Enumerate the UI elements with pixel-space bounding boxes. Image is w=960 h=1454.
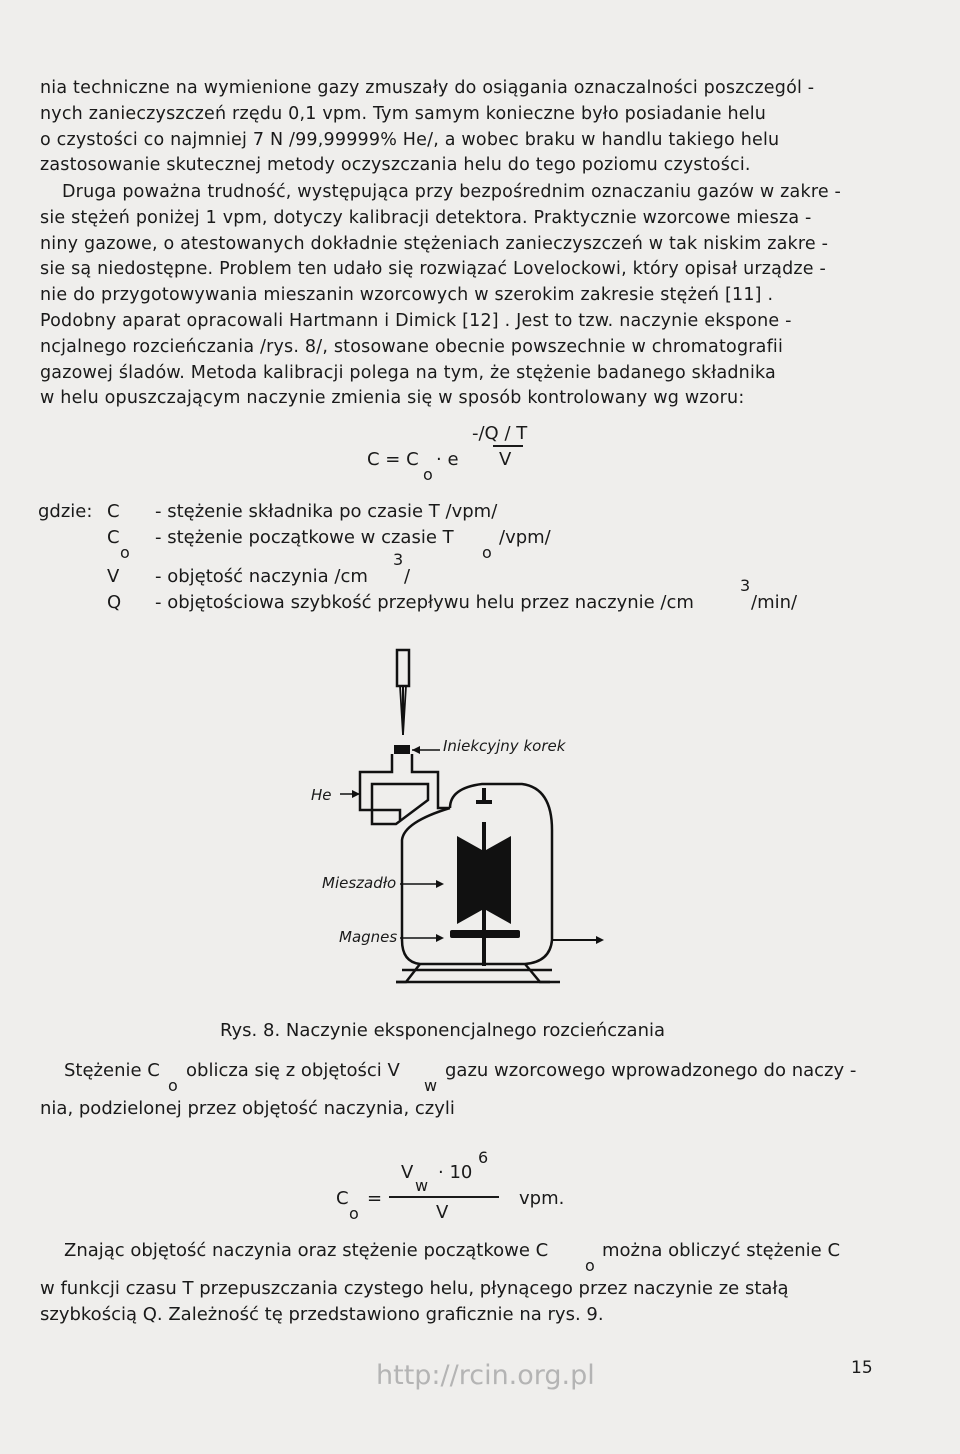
label-injector: Iniekcyjny korek [443, 737, 566, 755]
legend-symbol: C [107, 501, 120, 522]
fraction-bar [389, 1196, 499, 1198]
magnet-icon [450, 930, 520, 938]
page-number: 15 [851, 1358, 873, 1378]
figure-caption: Rys. 8. Naczynie eksponencjalnego rozcieńczania [220, 1020, 666, 1041]
formula-denominator: V [436, 1202, 449, 1223]
legend-text: - stężenie początkowe w czasie T [155, 527, 454, 548]
formula-lhs: C [336, 1188, 349, 1209]
text-line: Podobny aparat opracowali Hartmann i Dimick [12] . Jest to tzw. naczynie ekspone - [40, 310, 792, 331]
legend-text-subscript: o [482, 543, 492, 562]
text-line: ncjalnego rozcieńczania /rys. 8/, stosowane obecnie powszechnie w chromatografii [40, 336, 784, 357]
legend-text-superscript: 3 [393, 550, 404, 569]
text-line: sie stężeń poniżej 1 vpm, dotyczy kalibracji detektora. Praktycznie wzorcowe miesza - [40, 207, 812, 228]
text-line: nia, podzielonej przez objętość naczynia, czyli [40, 1098, 455, 1119]
formula-equals: = [367, 1188, 383, 1209]
text-fragment: Stężenie C [64, 1060, 160, 1081]
text-line: Druga poważna trudność, występująca przy bezpośrednim oznaczaniu gazów w zakre - [62, 182, 842, 202]
text-line: w helu opuszczającym naczynie zmienia się w sposób kontrolowany wg wzoru: [40, 388, 745, 409]
legend-symbol-subscript: o [120, 543, 130, 562]
footer-url: http://rcin.org.pl [376, 1360, 595, 1391]
legend-symbol: C [107, 527, 120, 548]
label-magnet: Magnes [339, 928, 398, 946]
legend-text-after: / [404, 566, 411, 587]
formula-subscript: o [349, 1204, 359, 1223]
formula-exponent-numerator: -/Q / T [472, 423, 528, 444]
formula-numerator: V [401, 1162, 414, 1183]
arrow-head [412, 746, 420, 754]
legend-text-after: /min/ [751, 592, 798, 613]
formula-numerator-rest: · 10 [438, 1162, 473, 1183]
stirrer-icon [457, 822, 511, 932]
legend-text: - objętościowa szybkość przepływu helu przez naczynie /cm [155, 592, 694, 613]
paragraph-1 [40, 76, 900, 179]
formula-e: · e [436, 449, 459, 470]
formula-exponent-denominator: V [499, 449, 512, 470]
legend-text-after: /vpm/ [499, 527, 551, 548]
syringe-icon [397, 650, 409, 735]
text-line: o czystości co najmniej 7 N /99,99999% He/, a wobec braku w handlu takiego helu [40, 129, 780, 150]
legend-symbol: V [107, 566, 120, 587]
formula-unit: vpm. [519, 1188, 565, 1209]
text-fragment: Znając objętość naczynia oraz stężenie początkowe C [64, 1240, 549, 1261]
legend-text: - stężenie składnika po czasie T /vpm/ [155, 501, 498, 522]
text-line: szybkością Q. Zależność tę przedstawiono graficznie na rys. 9. [40, 1304, 604, 1325]
septum-icon [394, 745, 410, 754]
text-line: sie są niedostępne. Problem ten udało się rozwiązać Lovelockowi, który opisał urządze - [40, 259, 827, 280]
legend-text-superscript: 3 [740, 576, 751, 595]
text-fragment: można obliczyć stężenie C [602, 1240, 841, 1261]
legend-symbol: Q [107, 592, 122, 613]
dilution-vessel-figure [300, 640, 620, 1000]
formula-lhs: C = C [367, 449, 419, 470]
formula-superscript: 6 [478, 1148, 489, 1167]
text-line: gazowej śladów. Metoda kalibracji polega na tym, że stężenie badanego składnika [40, 362, 776, 383]
paragraph-2 [40, 180, 900, 412]
label-stirrer: Mieszadło [322, 874, 397, 892]
label-helium: He [311, 786, 332, 804]
subscript: o [585, 1256, 595, 1275]
legend-text: - objętość naczynia /cm [155, 566, 368, 587]
text-fragment: gazu wzorcowego wprowadzonego do naczy - [445, 1060, 857, 1081]
text-line: nie do przygotowywania mieszanin wzorcowych w szerokim zakresie stężeń [11] . [40, 285, 774, 306]
text-line: nych zanieczyszczeń rzędu 0,1 vpm. Tym samym konieczne było posiadanie helu [40, 103, 767, 124]
formula-subscript: o [423, 465, 433, 484]
fraction-bar [493, 445, 523, 447]
text-line: niny gazowe, o atestowanych dokładnie stężeniach zanieczyszczeń w tak niskim zakre - [40, 233, 829, 254]
text-line: w funkcji czasu T przepuszczania czystego helu, płynącego przez naczynie ze stałą [40, 1278, 789, 1299]
text-line: zastosowanie skutecznej metody oczyszczania helu do tego poziomu czystości. [40, 155, 751, 176]
subscript: w [424, 1076, 438, 1095]
subscript: o [168, 1076, 178, 1095]
text-fragment: oblicza się z objętości V [186, 1060, 400, 1081]
text-line: nia techniczne na wymienione gazy zmuszały do osiągania oznaczalności poszczegól - [40, 78, 815, 98]
formula-subscript: w [415, 1176, 429, 1195]
legend-intro: gdzie: [38, 501, 93, 522]
